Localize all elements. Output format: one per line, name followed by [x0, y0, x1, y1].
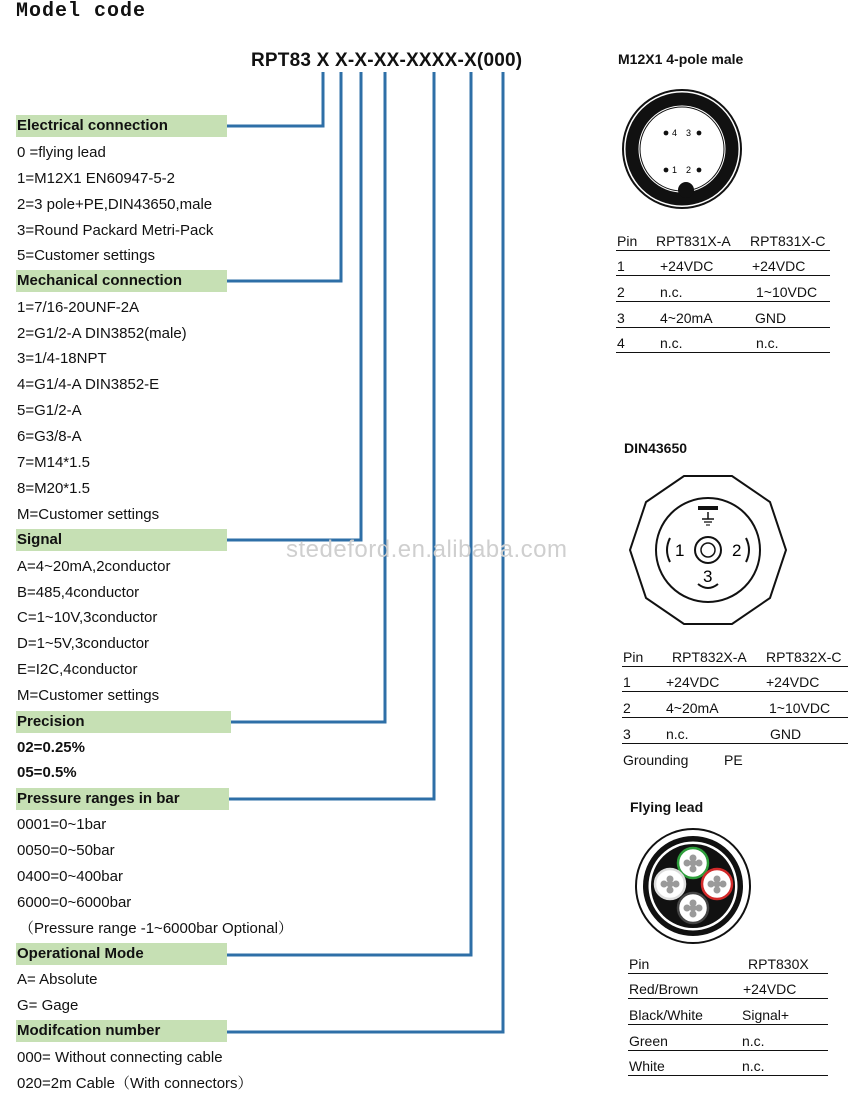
- m12-table-row: 1 +24VDC +24VDC: [616, 251, 830, 277]
- m12-table-header: Pin RPT831X-A RPT831X-C: [616, 225, 830, 251]
- header-operational-mode: Operational Mode: [16, 943, 227, 965]
- option-electrical-1: 1=M12X1 EN60947-5-2: [17, 170, 176, 187]
- header-signal: Signal: [16, 529, 227, 551]
- option-mechanical-4: 5=G1/2-A: [17, 402, 82, 419]
- m12-pin-label-3: 3: [686, 128, 692, 138]
- m12-pin-label-2: 2: [686, 165, 692, 175]
- flying-table-row: Green n.c.: [628, 1025, 828, 1051]
- flying-lead-diagram: [634, 827, 752, 945]
- option-electrical-0: 0 =flying lead: [17, 144, 106, 161]
- flying-table-row: Black/White Signal+: [628, 999, 828, 1025]
- option-signal-2: C=1~10V,3conductor: [17, 609, 158, 626]
- din-connector-diagram: [628, 474, 788, 628]
- din-table-row: 2 4~20mA 1~10VDC: [622, 692, 848, 718]
- page-title: Model code: [16, 0, 147, 23]
- option-pressure-3: 6000=0~6000bar: [17, 894, 132, 911]
- header-mechanical-connection: Mechanical connection: [16, 270, 227, 292]
- din-table-row: 3 n.c. GND: [622, 718, 848, 744]
- option-pressure-note: （Pressure range -1~6000bar Optional）: [19, 920, 293, 937]
- header-electrical-connection: Electrical connection: [16, 115, 227, 137]
- option-pressure-0: 0001=0~1bar: [17, 816, 107, 833]
- din-table-row: Grounding PE: [623, 752, 743, 769]
- option-mechanical-0: 1=7/16-20UNF-2A: [17, 299, 140, 316]
- option-signal-3: D=1~5V,3conductor: [17, 635, 150, 652]
- m12-pin-label-1: 1: [672, 165, 678, 175]
- m12-table-row: 3 4~20mA GND: [616, 302, 830, 328]
- option-pressure-2: 0400=0~400bar: [17, 868, 123, 885]
- flying-pin-table: [628, 948, 828, 1076]
- din-pin-table: [622, 641, 848, 769]
- option-electrical-2: 2=3 pole+PE,DIN43650,male: [17, 196, 213, 213]
- din-pin-label-3: 3: [703, 567, 713, 586]
- option-signal-0: A=4~20mA,2conductor: [17, 558, 171, 575]
- option-electrical-4: 5=Customer settings: [17, 247, 155, 264]
- option-mechanical-8: M=Customer settings: [17, 506, 160, 523]
- option-precision-1: 05=0.5%: [17, 764, 77, 781]
- m12-connector-diagram: [619, 91, 749, 211]
- m12-table-row: 2 n.c. 1~10VDC: [616, 276, 830, 302]
- din-title: DIN43650: [624, 440, 688, 456]
- option-mechanical-1: 2=G1/2-A DIN3852(male): [17, 325, 187, 342]
- m12-title: M12X1 4-pole male: [618, 51, 744, 67]
- option-operational-0: A= Absolute: [17, 971, 98, 988]
- option-electrical-3: 3=Round Packard Metri-Pack: [17, 222, 214, 239]
- m12-table-row: 4 n.c. n.c.: [616, 328, 830, 354]
- flying-table-row: White n.c.: [628, 1051, 828, 1077]
- option-mechanical-2: 3=1/4-18NPT: [17, 350, 107, 367]
- option-mechanical-3: 4=G1/4-A DIN3852-E: [17, 376, 160, 393]
- option-operational-1: G= Gage: [17, 997, 79, 1014]
- watermark: stedeford.en.alibaba.com: [286, 536, 568, 563]
- model-code: RPT83 X X-X-XX-XXXX-X(000): [251, 50, 523, 71]
- din-table-header: Pin RPT832X-A RPT832X-C: [622, 641, 848, 667]
- option-signal-4: E=I2C,4conductor: [17, 661, 138, 678]
- flying-title: Flying lead: [630, 799, 704, 815]
- flying-table-row: Red/Brown +24VDC: [628, 974, 828, 1000]
- line-electrical: [227, 72, 323, 126]
- option-mechanical-6: 7=M14*1.5: [17, 454, 90, 471]
- header-modification-number: Modifcation number: [16, 1020, 227, 1042]
- option-modification-1: 020=2m Cable（With connectors）: [17, 1075, 253, 1092]
- line-pressure: [229, 72, 434, 799]
- din-pin-label-2: 2: [732, 541, 742, 560]
- din-pin-label-1: 1: [675, 541, 685, 560]
- m12-pin-label-4: 4: [672, 128, 678, 138]
- m12-pin-table: [616, 225, 830, 353]
- option-precision-0: 02=0.25%: [17, 739, 85, 756]
- option-signal-5: M=Customer settings: [17, 687, 160, 704]
- header-precision: Precision: [16, 711, 231, 733]
- header-pressure-ranges: Pressure ranges in bar: [16, 788, 229, 810]
- flying-table-header: Pin RPT830X: [628, 948, 828, 974]
- din-table-row: 1 +24VDC +24VDC: [622, 667, 848, 693]
- option-signal-1: B=485,4conductor: [17, 584, 140, 601]
- option-pressure-1: 0050=0~50bar: [17, 842, 115, 859]
- option-mechanical-5: 6=G3/8-A: [17, 428, 82, 445]
- option-modification-0: 000= Without connecting cable: [17, 1049, 223, 1066]
- option-mechanical-7: 8=M20*1.5: [17, 480, 90, 497]
